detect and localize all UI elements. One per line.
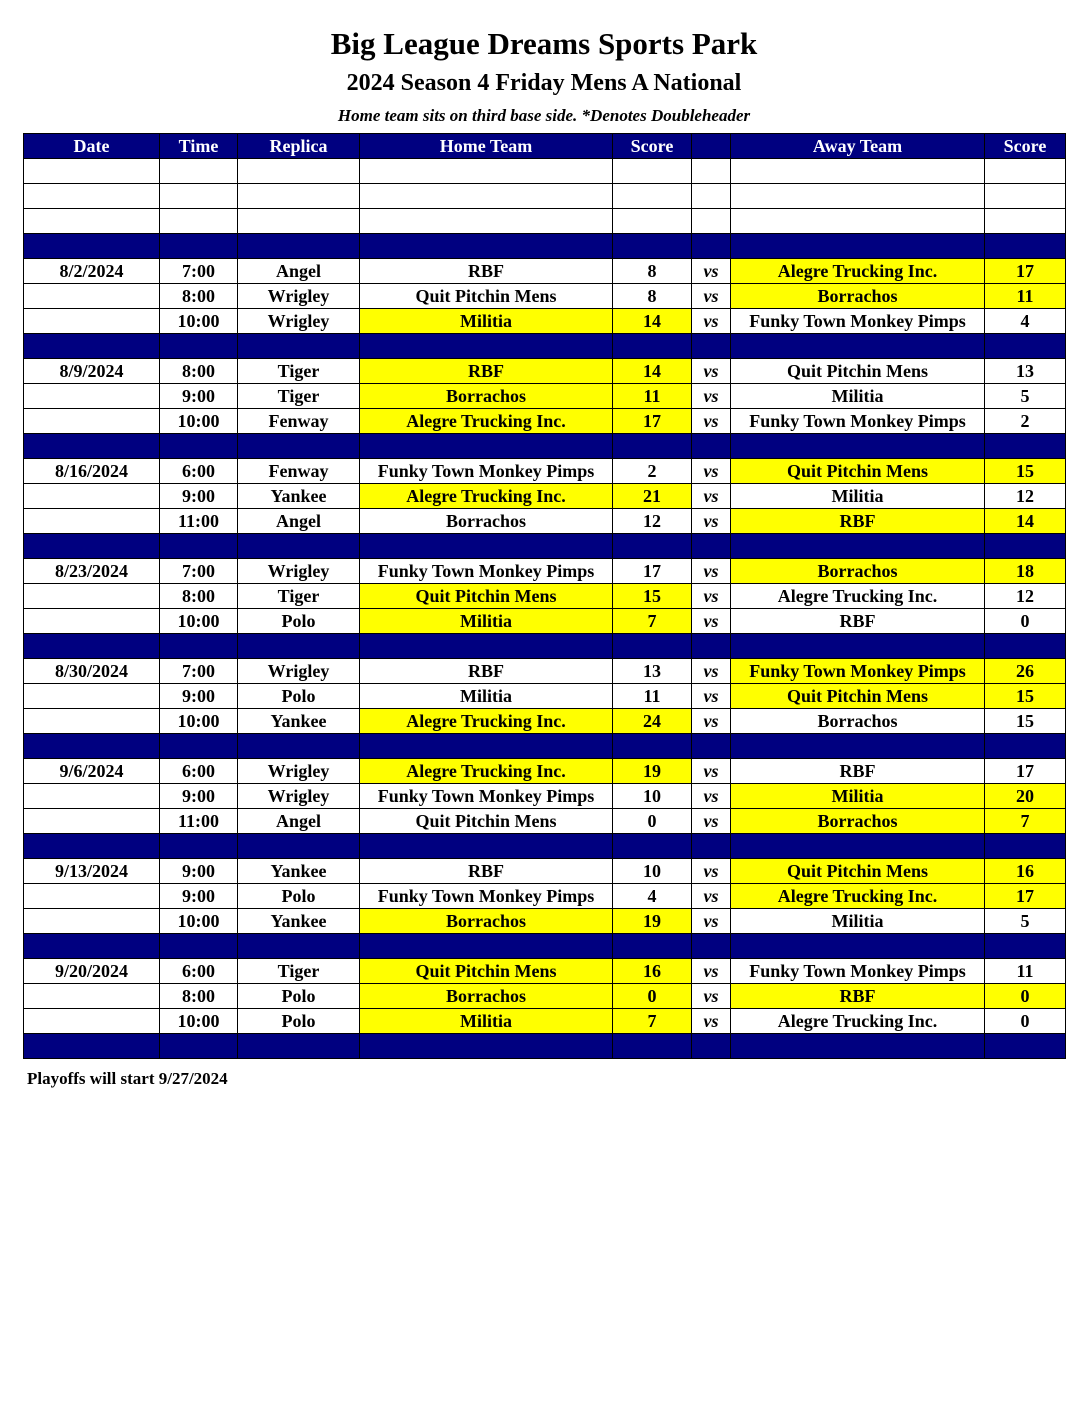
- away-score: 15: [985, 709, 1066, 734]
- game-time: 9:00: [160, 884, 238, 909]
- away-team: Alegre Trucking Inc.: [731, 884, 985, 909]
- vs-label: vs: [692, 484, 731, 509]
- home-score: 15: [613, 584, 692, 609]
- game-time: 9:00: [160, 684, 238, 709]
- home-team: Alegre Trucking Inc.: [360, 709, 613, 734]
- game-replica: Tiger: [238, 959, 360, 984]
- game-time: 11:00: [160, 509, 238, 534]
- column-header-date: Date: [24, 134, 160, 159]
- game-row: [24, 384, 1066, 409]
- home-score: 19: [613, 759, 692, 784]
- game-date: 9/13/2024: [24, 859, 160, 884]
- game-row: [24, 759, 1066, 784]
- game-date: [24, 409, 160, 434]
- page-subtitle: 2024 Season 4 Friday Mens A National: [346, 70, 742, 96]
- home-team: Borrachos: [360, 509, 613, 534]
- game-replica: Wrigley: [238, 309, 360, 334]
- home-score: 8: [613, 259, 692, 284]
- home-team: RBF: [360, 259, 613, 284]
- game-date: [24, 584, 160, 609]
- vs-label: vs: [692, 284, 731, 309]
- away-score: 15: [985, 684, 1066, 709]
- game-row: [24, 784, 1066, 809]
- game-row: [24, 309, 1066, 334]
- home-team: Funky Town Monkey Pimps: [360, 784, 613, 809]
- game-date: 8/16/2024: [24, 459, 160, 484]
- home-score: 7: [613, 1009, 692, 1034]
- game-row: [24, 609, 1066, 634]
- game-row: [24, 859, 1066, 884]
- game-replica: Polo: [238, 684, 360, 709]
- game-time: 10:00: [160, 1009, 238, 1034]
- away-score: 17: [985, 259, 1066, 284]
- game-replica: Wrigley: [238, 559, 360, 584]
- away-team: Militia: [731, 909, 985, 934]
- home-score: 19: [613, 909, 692, 934]
- vs-label: vs: [692, 884, 731, 909]
- home-team: RBF: [360, 359, 613, 384]
- vs-label: vs: [692, 509, 731, 534]
- game-date: 8/9/2024: [24, 359, 160, 384]
- vs-label: vs: [692, 584, 731, 609]
- game-replica: Angel: [238, 509, 360, 534]
- game-row: [24, 909, 1066, 934]
- vs-label: vs: [692, 859, 731, 884]
- away-team: Borrachos: [731, 809, 985, 834]
- away-team: Funky Town Monkey Pimps: [731, 309, 985, 334]
- away-team: RBF: [731, 609, 985, 634]
- away-score: 14: [985, 509, 1066, 534]
- game-row: [24, 809, 1066, 834]
- column-header-vs: [692, 134, 731, 159]
- vs-label: vs: [692, 784, 731, 809]
- week-separator: [24, 534, 1066, 559]
- vs-label: vs: [692, 759, 731, 784]
- game-replica: Yankee: [238, 859, 360, 884]
- home-score: 10: [613, 784, 692, 809]
- away-team: Borrachos: [731, 284, 985, 309]
- game-time: 9:00: [160, 384, 238, 409]
- away-score: 5: [985, 909, 1066, 934]
- column-header-time: Time: [160, 134, 238, 159]
- week-separator: [24, 234, 1066, 259]
- home-score: 24: [613, 709, 692, 734]
- away-team: Militia: [731, 384, 985, 409]
- away-score: 5: [985, 384, 1066, 409]
- vs-label: vs: [692, 809, 731, 834]
- home-team: Funky Town Monkey Pimps: [360, 459, 613, 484]
- home-score: 13: [613, 659, 692, 684]
- vs-label: vs: [692, 559, 731, 584]
- away-score: 11: [985, 959, 1066, 984]
- away-team: RBF: [731, 509, 985, 534]
- game-time: 10:00: [160, 709, 238, 734]
- home-score: 7: [613, 609, 692, 634]
- vs-label: vs: [692, 459, 731, 484]
- away-team: Funky Town Monkey Pimps: [731, 659, 985, 684]
- game-time: 6:00: [160, 459, 238, 484]
- column-header-home-score: Score: [613, 134, 692, 159]
- home-score: 2: [613, 459, 692, 484]
- home-team: Militia: [360, 1009, 613, 1034]
- game-time: 11:00: [160, 809, 238, 834]
- game-date: [24, 809, 160, 834]
- home-team: Militia: [360, 309, 613, 334]
- game-row: [24, 584, 1066, 609]
- away-team: RBF: [731, 759, 985, 784]
- home-score: 0: [613, 809, 692, 834]
- vs-label: vs: [692, 684, 731, 709]
- game-time: 9:00: [160, 484, 238, 509]
- game-row: [24, 684, 1066, 709]
- game-row: [24, 959, 1066, 984]
- game-date: [24, 284, 160, 309]
- game-replica: Fenway: [238, 459, 360, 484]
- away-team: Militia: [731, 484, 985, 509]
- away-score: 26: [985, 659, 1066, 684]
- game-replica: Tiger: [238, 359, 360, 384]
- home-team: RBF: [360, 659, 613, 684]
- home-score: 11: [613, 684, 692, 709]
- game-date: 8/30/2024: [24, 659, 160, 684]
- away-team: Quit Pitchin Mens: [731, 684, 985, 709]
- schedule-note: Home team sits on third base side. *Denotes Doubleheader: [337, 106, 751, 125]
- away-score: 15: [985, 459, 1066, 484]
- game-date: [24, 709, 160, 734]
- vs-label: vs: [692, 909, 731, 934]
- home-team: Militia: [360, 684, 613, 709]
- vs-label: vs: [692, 359, 731, 384]
- away-score: 0: [985, 1009, 1066, 1034]
- game-date: 9/6/2024: [24, 759, 160, 784]
- game-date: [24, 384, 160, 409]
- column-header-home-team: Home Team: [360, 134, 613, 159]
- game-replica: Angel: [238, 809, 360, 834]
- game-replica: Tiger: [238, 384, 360, 409]
- empty-row: [24, 209, 1066, 234]
- home-score: 0: [613, 984, 692, 1009]
- game-row: [24, 1009, 1066, 1034]
- home-score: 10: [613, 859, 692, 884]
- home-score: 14: [613, 309, 692, 334]
- away-score: 17: [985, 884, 1066, 909]
- page-title: Big League Dreams Sports Park: [330, 26, 758, 61]
- game-time: 9:00: [160, 784, 238, 809]
- empty-row: [24, 184, 1066, 209]
- game-date: 9/20/2024: [24, 959, 160, 984]
- home-team: Quit Pitchin Mens: [360, 284, 613, 309]
- home-team: Borrachos: [360, 984, 613, 1009]
- game-time: 10:00: [160, 909, 238, 934]
- home-team: Alegre Trucking Inc.: [360, 759, 613, 784]
- home-team: Funky Town Monkey Pimps: [360, 884, 613, 909]
- column-header-replica: Replica: [238, 134, 360, 159]
- game-replica: Tiger: [238, 584, 360, 609]
- header-row: [24, 134, 1066, 159]
- game-time: 8:00: [160, 584, 238, 609]
- game-row: [24, 659, 1066, 684]
- game-date: [24, 784, 160, 809]
- game-date: [24, 984, 160, 1009]
- home-score: 17: [613, 409, 692, 434]
- away-team: Funky Town Monkey Pimps: [731, 409, 985, 434]
- column-header-away-score: Score: [985, 134, 1066, 159]
- vs-label: vs: [692, 409, 731, 434]
- game-row: [24, 459, 1066, 484]
- game-time: 8:00: [160, 359, 238, 384]
- vs-label: vs: [692, 259, 731, 284]
- game-replica: Polo: [238, 884, 360, 909]
- week-separator: [24, 1034, 1066, 1059]
- game-replica: Yankee: [238, 909, 360, 934]
- away-score: 0: [985, 984, 1066, 1009]
- home-team: Borrachos: [360, 384, 613, 409]
- home-team: RBF: [360, 859, 613, 884]
- home-team: Quit Pitchin Mens: [360, 584, 613, 609]
- away-score: 2: [985, 409, 1066, 434]
- home-score: 4: [613, 884, 692, 909]
- game-date: [24, 309, 160, 334]
- home-score: 21: [613, 484, 692, 509]
- game-replica: Polo: [238, 1009, 360, 1034]
- week-separator: [24, 834, 1066, 859]
- empty-row: [24, 159, 1066, 184]
- schedule-body: [24, 159, 1066, 1059]
- game-row: [24, 884, 1066, 909]
- game-replica: Wrigley: [238, 659, 360, 684]
- week-separator: [24, 734, 1066, 759]
- game-row: [24, 484, 1066, 509]
- away-score: 13: [985, 359, 1066, 384]
- home-score: 12: [613, 509, 692, 534]
- week-separator: [24, 434, 1066, 459]
- game-row: [24, 359, 1066, 384]
- away-team: Militia: [731, 784, 985, 809]
- game-replica: Fenway: [238, 409, 360, 434]
- vs-label: vs: [692, 959, 731, 984]
- game-date: [24, 509, 160, 534]
- schedule-table: [23, 133, 1066, 1059]
- game-replica: Polo: [238, 609, 360, 634]
- vs-label: vs: [692, 659, 731, 684]
- away-team: Borrachos: [731, 709, 985, 734]
- away-team: Quit Pitchin Mens: [731, 459, 985, 484]
- vs-label: vs: [692, 709, 731, 734]
- game-row: [24, 259, 1066, 284]
- game-replica: Yankee: [238, 709, 360, 734]
- home-score: 14: [613, 359, 692, 384]
- week-separator: [24, 934, 1066, 959]
- home-team: Funky Town Monkey Pimps: [360, 559, 613, 584]
- vs-label: vs: [692, 609, 731, 634]
- game-date: [24, 684, 160, 709]
- away-team: Alegre Trucking Inc.: [731, 1009, 985, 1034]
- game-row: [24, 984, 1066, 1009]
- home-team: Militia: [360, 609, 613, 634]
- away-team: Alegre Trucking Inc.: [731, 584, 985, 609]
- game-replica: Yankee: [238, 484, 360, 509]
- playoffs-note: Playoffs will start 9/27/2024: [27, 1069, 228, 1088]
- column-header-away-team: Away Team: [731, 134, 985, 159]
- game-time: 7:00: [160, 259, 238, 284]
- home-team: Borrachos: [360, 909, 613, 934]
- game-date: [24, 1009, 160, 1034]
- game-replica: Wrigley: [238, 284, 360, 309]
- game-time: 6:00: [160, 959, 238, 984]
- game-row: [24, 709, 1066, 734]
- vs-label: vs: [692, 1009, 731, 1034]
- vs-label: vs: [692, 384, 731, 409]
- away-score: 12: [985, 484, 1066, 509]
- game-date: [24, 884, 160, 909]
- away-score: 17: [985, 759, 1066, 784]
- week-separator: [24, 634, 1066, 659]
- away-score: 0: [985, 609, 1066, 634]
- game-row: [24, 509, 1066, 534]
- game-time: 7:00: [160, 559, 238, 584]
- home-score: 8: [613, 284, 692, 309]
- game-time: 10:00: [160, 609, 238, 634]
- game-time: 10:00: [160, 309, 238, 334]
- away-score: 12: [985, 584, 1066, 609]
- game-replica: Angel: [238, 259, 360, 284]
- game-time: 6:00: [160, 759, 238, 784]
- home-team: Quit Pitchin Mens: [360, 809, 613, 834]
- away-score: 4: [985, 309, 1066, 334]
- away-team: Borrachos: [731, 559, 985, 584]
- game-replica: Wrigley: [238, 784, 360, 809]
- home-team: Quit Pitchin Mens: [360, 959, 613, 984]
- vs-label: vs: [692, 984, 731, 1009]
- home-team: Alegre Trucking Inc.: [360, 409, 613, 434]
- game-date: [24, 484, 160, 509]
- game-row: [24, 284, 1066, 309]
- game-time: 9:00: [160, 859, 238, 884]
- away-team: Quit Pitchin Mens: [731, 359, 985, 384]
- game-time: 8:00: [160, 284, 238, 309]
- game-date: 8/23/2024: [24, 559, 160, 584]
- away-team: Funky Town Monkey Pimps: [731, 959, 985, 984]
- away-team: Alegre Trucking Inc.: [731, 259, 985, 284]
- away-score: 11: [985, 284, 1066, 309]
- game-replica: Wrigley: [238, 759, 360, 784]
- game-time: 10:00: [160, 409, 238, 434]
- game-time: 7:00: [160, 659, 238, 684]
- game-date: 8/2/2024: [24, 259, 160, 284]
- away-score: 7: [985, 809, 1066, 834]
- home-score: 11: [613, 384, 692, 409]
- away-score: 20: [985, 784, 1066, 809]
- game-date: [24, 909, 160, 934]
- game-row: [24, 409, 1066, 434]
- away-score: 18: [985, 559, 1066, 584]
- away-team: Quit Pitchin Mens: [731, 859, 985, 884]
- game-time: 8:00: [160, 984, 238, 1009]
- home-team: Alegre Trucking Inc.: [360, 484, 613, 509]
- game-date: [24, 609, 160, 634]
- away-score: 16: [985, 859, 1066, 884]
- vs-label: vs: [692, 309, 731, 334]
- game-replica: Polo: [238, 984, 360, 1009]
- home-score: 17: [613, 559, 692, 584]
- home-score: 16: [613, 959, 692, 984]
- away-team: RBF: [731, 984, 985, 1009]
- week-separator: [24, 334, 1066, 359]
- game-row: [24, 559, 1066, 584]
